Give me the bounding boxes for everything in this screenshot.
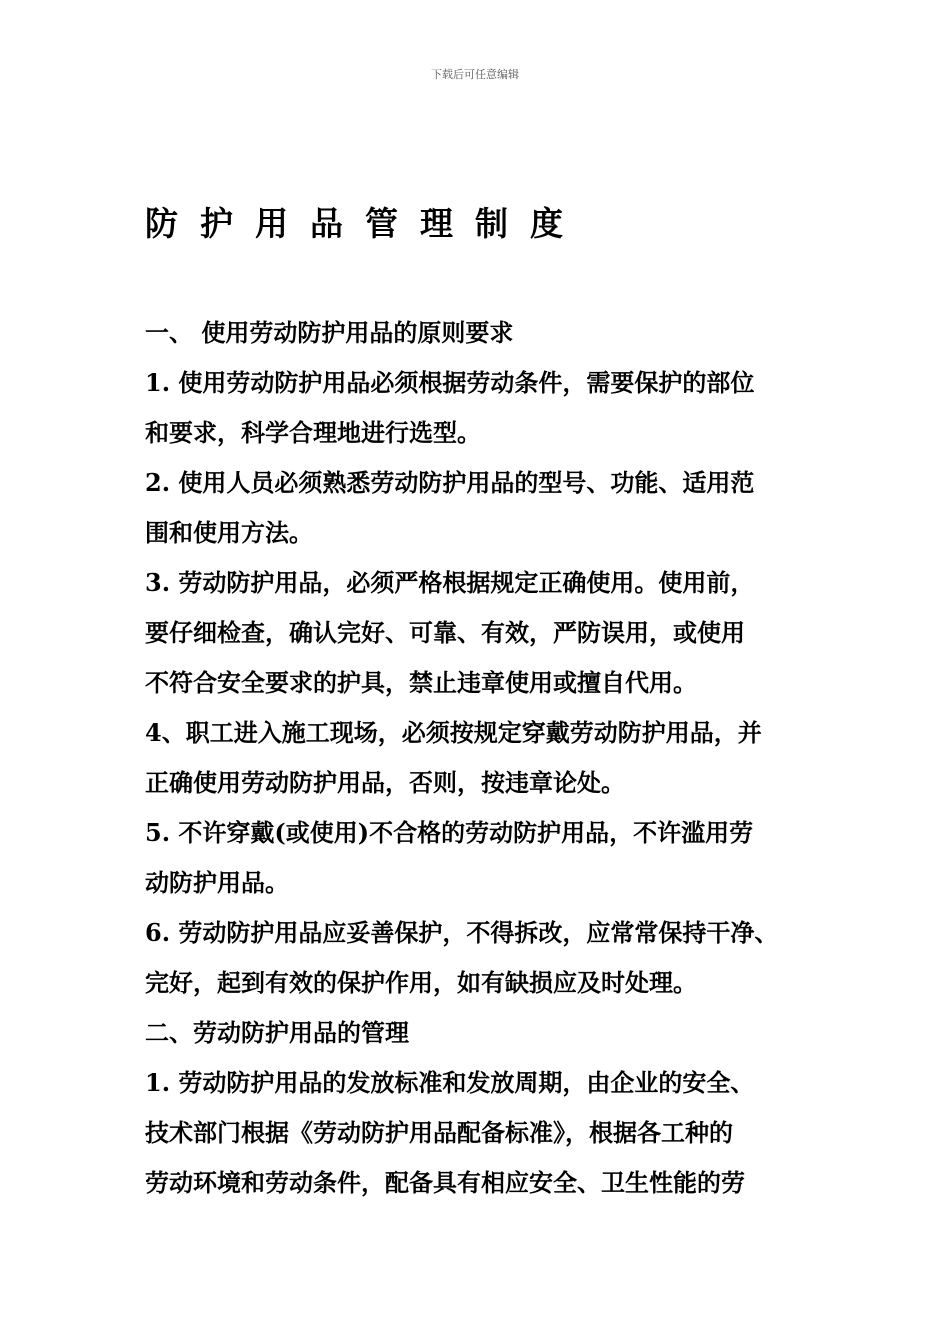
paragraph-line: 1. 劳动防护用品的发放标准和发放周期，由企业的安全、 xyxy=(145,1068,755,1097)
section-heading: 一、 使用劳动防护用品的原则要求 xyxy=(145,318,514,347)
paragraph-line: 不符合安全要求的护具，禁止违章使用或擅自代用。 xyxy=(145,668,697,697)
paragraph-line: 6. 劳动防护用品应妥善保护，不得拆改，应常常保持干净、 xyxy=(145,918,779,947)
paragraph-line: 正确使用劳动防护用品，否则，按违章论处。 xyxy=(145,768,625,797)
paragraph-line: 完好，起到有效的保护作用，如有缺损应及时处理。 xyxy=(145,968,697,997)
paragraph-line: 和要求，科学合理地进行选型。 xyxy=(145,418,481,447)
paragraph-line: 要仔细检查，确认完好、可靠、有效，严防误用，或使用 xyxy=(145,618,745,647)
paragraph-line: 劳动环境和劳动条件，配备具有相应安全、卫生性能的劳 xyxy=(145,1168,745,1197)
paragraph-line: 2. 使用人员必须熟悉劳动防护用品的型号、功能、适用范 xyxy=(145,468,755,497)
page-header: 下载后可任意编辑 xyxy=(431,68,519,81)
section-heading: 二、劳动防护用品的管理 xyxy=(145,1018,409,1047)
paragraph-line: 3. 劳动防护用品，必须严格根据规定正确使用。使用前， xyxy=(145,568,755,597)
document-title: 防护用品管理制度 xyxy=(145,204,585,243)
document-body xyxy=(145,308,825,1208)
paragraph-line: 5. 不许穿戴(或使用)不合格的劳动防护用品，不许滥用劳 xyxy=(145,818,754,847)
paragraph-line: 技术部门根据《劳动防护用品配备标准》，根据各工种的 xyxy=(145,1118,733,1147)
paragraph-line: 围和使用方法。 xyxy=(145,518,313,547)
paragraph-line: 1. 使用劳动防护用品必须根据劳动条件，需要保护的部位 xyxy=(145,368,755,397)
paragraph-line: 动防护用品。 xyxy=(145,868,289,897)
paragraph-line: 4、职工进入施工现场，必须按规定穿戴劳动防护用品，并 xyxy=(145,718,762,747)
